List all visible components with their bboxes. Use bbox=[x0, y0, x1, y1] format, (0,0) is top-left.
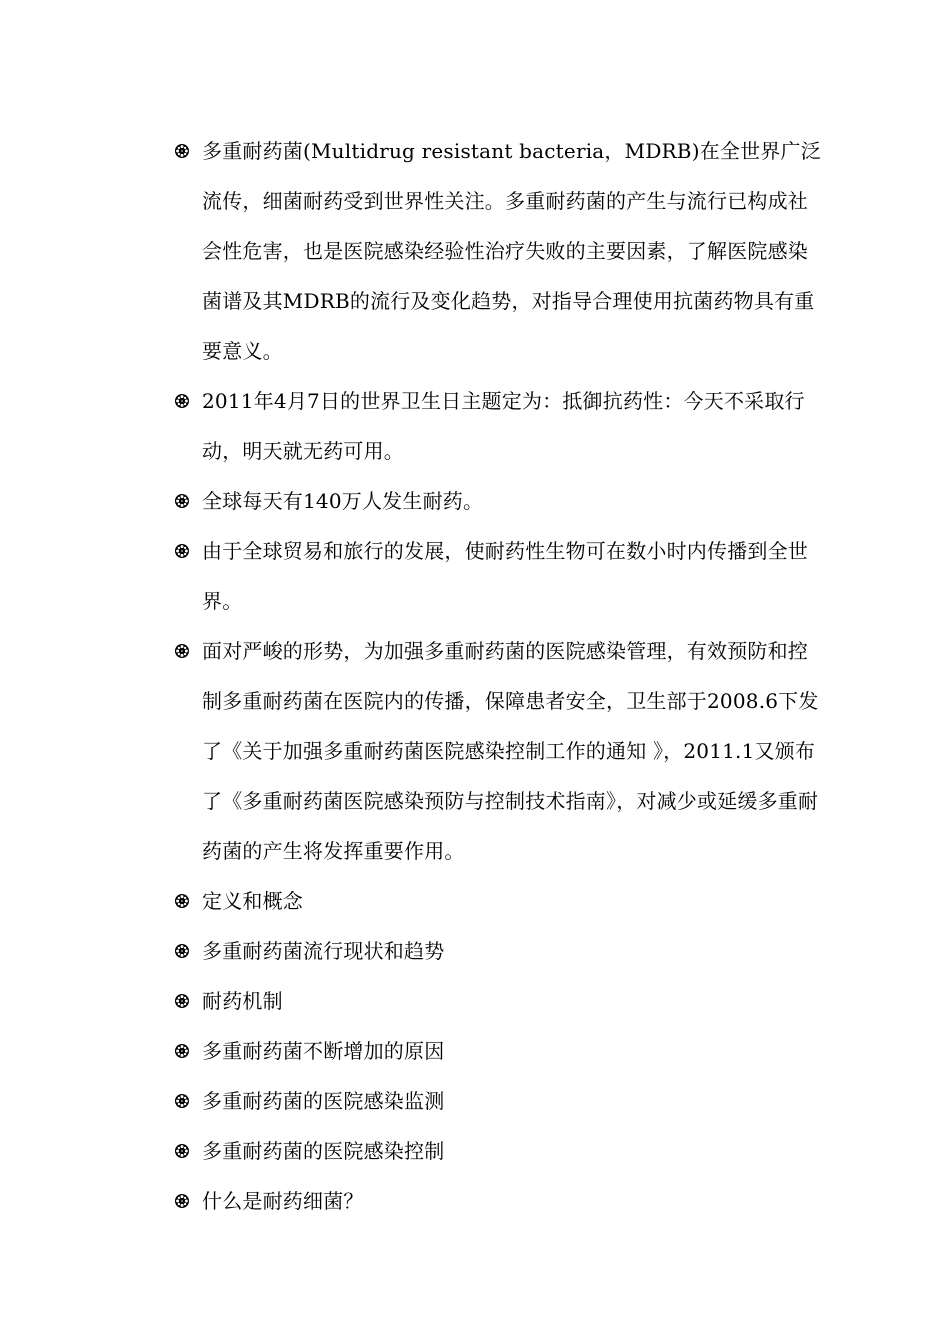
list-item bbox=[172, 526, 822, 626]
list-item-text: 全球每天有140万人发生耐药。 bbox=[202, 489, 484, 513]
list-item-text: 多重耐药菌的医院感染监测 bbox=[202, 1089, 445, 1113]
list-item bbox=[172, 876, 822, 926]
flower-bullet-icon bbox=[174, 393, 190, 409]
list-item-text: 多重耐药菌流行现状和趋势 bbox=[202, 939, 445, 963]
flower-bullet-icon bbox=[174, 993, 190, 1009]
list-item-text: 多重耐药菌的医院感染控制 bbox=[202, 1139, 445, 1163]
flower-bullet-icon bbox=[174, 1093, 190, 1109]
list-item bbox=[172, 1076, 822, 1126]
list-item-text: 多重耐药菌不断增加的原因 bbox=[202, 1039, 445, 1063]
list-item bbox=[172, 1176, 822, 1226]
flower-bullet-icon bbox=[174, 493, 190, 509]
bullet-list bbox=[172, 126, 822, 1226]
flower-bullet-icon bbox=[174, 943, 190, 959]
list-item bbox=[172, 926, 822, 976]
list-item-text: 面对严峻的形势，为加强多重耐药菌的医院感染管理，有效预防和控制多重耐药菌在医院内的传播，保障患者安全，卫生部于2008.6下发了《关于加强多重耐药菌医院感染控制工作的通知 》，2011.1又颁布了《多重耐药菌医院感染预防与控制技术指南》，对减少或延缓多重耐药菌的产生将发挥重要作用。 bbox=[202, 639, 819, 863]
list-item bbox=[172, 126, 822, 376]
flower-bullet-icon bbox=[174, 143, 190, 159]
flower-bullet-icon bbox=[174, 1143, 190, 1159]
flower-bullet-icon bbox=[174, 1043, 190, 1059]
list-item bbox=[172, 376, 822, 476]
flower-bullet-icon bbox=[174, 893, 190, 909]
list-item bbox=[172, 976, 822, 1026]
flower-bullet-icon bbox=[174, 643, 190, 659]
list-item-text: 定义和概念 bbox=[202, 889, 303, 913]
flower-bullet-icon bbox=[174, 543, 190, 559]
list-item bbox=[172, 1026, 822, 1076]
list-item-text: 2011年4月7日的世界卫生日主题定为：抵御抗药性：今天不采取行动，明天就无药可用。 bbox=[202, 389, 805, 463]
list-item bbox=[172, 626, 822, 876]
flower-bullet-icon bbox=[174, 1193, 190, 1209]
list-item-text: 由于全球贸易和旅行的发展，使耐药性生物可在数小时内传播到全世界。 bbox=[202, 539, 808, 613]
list-item-text: 耐药机制 bbox=[202, 989, 283, 1013]
list-item bbox=[172, 1126, 822, 1176]
list-item-text: 多重耐药菌(Multidrug resistant bacteria，MDRB)在全世界广泛流传，细菌耐药受到世界性关注。多重耐药菌的产生与流行已构成社会性危害，也是医院感染经验性治疗失败的主要因素，了解医院感染菌谱及其MDRB的流行及变化趋势，对指导合理使用抗菌药物具有重要意义。 bbox=[202, 139, 821, 363]
list-item-text: 什么是耐药细菌？ bbox=[202, 1189, 364, 1213]
list-item bbox=[172, 476, 822, 526]
